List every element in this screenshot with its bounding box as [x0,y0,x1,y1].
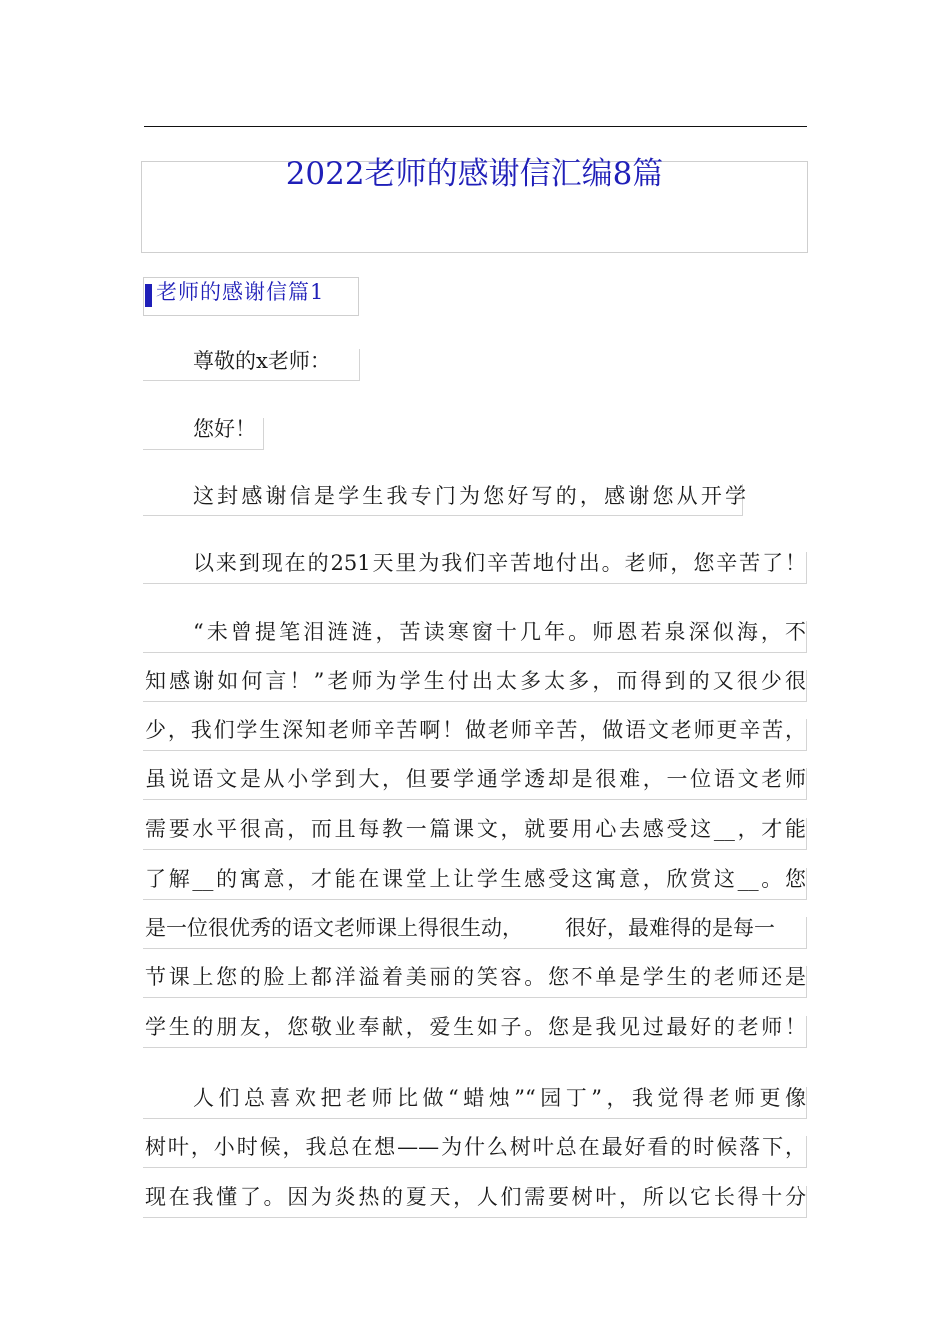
paragraph-line: 现在我懂了。因为炎热的夏天，人们需要树叶，所以它长得十分 [145,1185,806,1209]
heading-marker [145,284,152,307]
line-segment: 很好，最难得的是每一 [565,916,775,940]
paragraph-line: 树叶，小时候，我总在想——为什么树叶总在最好看的时候落下， [145,1135,806,1159]
paragraph-line: 以来到现在的251天里为我们辛苦地付出。老师，您辛苦了！ [193,551,806,575]
header-rule [144,126,807,127]
paragraph-line-split [145,912,775,944]
line-segment: 是一位很优秀的语文老师课上得很生动， [145,916,523,940]
paragraph-line: 学生的朋友，您敬业奉献，爱生如子。您是我见过最好的老师！ [145,1015,806,1039]
paragraph-line: 虽说语文是从小学到大，但要学通学透却是很难，一位语文老师 [145,767,806,791]
document-title: 2022老师的感谢信汇编8篇 [285,156,664,192]
paragraph-line: 节课上您的脸上都洋溢着美丽的笑容。您不单是学生的老师还是 [145,965,806,989]
paragraph-line: 这封感谢信是学生我专门为您好写的，感谢您从开学 [193,484,746,508]
salutation: 尊敬的x老师： [193,349,331,373]
paragraph-line: 人们总喜欢把老师比做“蜡烛”“园丁”，我觉得老师更像 [193,1086,806,1110]
paragraph-line: 知感谢如何言！”老师为学生付出太多太多，而得到的又很少很 [145,669,806,693]
section-heading: 老师的感谢信篇1 [156,280,325,304]
paragraph-line: 需要水平很高，而且每教一篇课文，就要用心去感受这__，才能 [145,817,806,841]
paragraph-line: 少，我们学生深知老师辛苦啊！做老师辛苦，做语文老师更辛苦， [145,718,806,742]
paragraph-line: “未曾提笔泪涟涟，苦读寒窗十几年。师恩若泉深似海，不 [193,620,806,644]
greeting: 您好！ [193,417,256,441]
paragraph-line: 了解__的寓意，才能在课堂上让学生感受这寓意，欣赏这__。您 [145,867,806,891]
